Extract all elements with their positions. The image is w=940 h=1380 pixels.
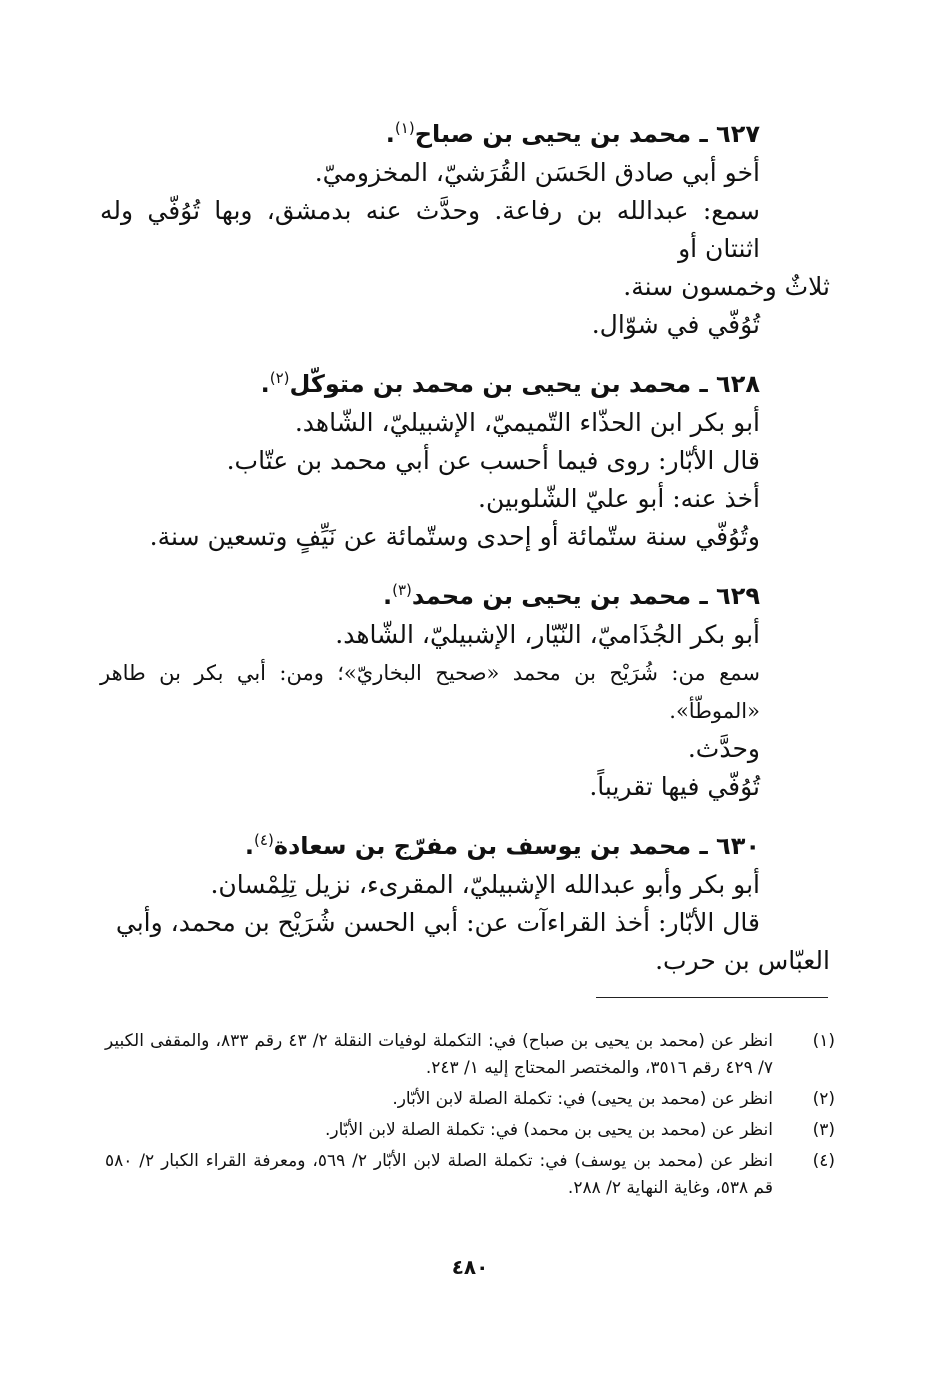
page-number: ٤٨٠ bbox=[451, 1255, 489, 1279]
footnote-text: انظر عن (محمد بن يحيى) في: تكملة الصلة لابن الأبّار. bbox=[392, 1089, 773, 1109]
entry-title: ٦٢٧ ـ محمد بن يحيى بن صباح$^{(١)}$. bbox=[385, 119, 760, 148]
footnote-ref[interactable]: (٢) bbox=[269, 369, 290, 387]
footnote-divider bbox=[596, 997, 828, 998]
entry-line: تُوُفّي فيها تقريباً. bbox=[589, 772, 760, 801]
footnote-ref[interactable]: (١) bbox=[394, 119, 415, 137]
entry-line: قال الأبّار: روى فيما أحسب عن أبي محمد بن عتّاب. bbox=[226, 446, 760, 475]
entry-line: أبو بكر ابن الحذّاء التّميميّ، الإشبيليّ، الشّاهد. bbox=[294, 408, 760, 437]
entry-line: أخذ عنه: أبو عليّ الشّلوبين. bbox=[478, 484, 760, 513]
entry-line: قال الأبّار: أخذ القراءآت عن: أبي الحسن شُرَيْح بن محمد، وأبي bbox=[115, 908, 760, 937]
entry-title-text: ٦٢٧ ـ محمد بن يحيى بن صباح bbox=[414, 120, 760, 148]
entry-line: تُوُفّي في شوّال. bbox=[591, 310, 760, 339]
entry-line: وتُوُفّي سنة ستّمائة أو إحدى وستّمائة عن نَيِّفٍ وتسعين سنة. bbox=[149, 522, 760, 551]
main-text bbox=[100, 108, 830, 994]
entry-line: أبو بكر وأبو عبدالله الإشبيليّ، المقرىء، نزيل تِلِمْسان. bbox=[210, 870, 760, 899]
footnote-ref[interactable]: (٤) bbox=[254, 831, 274, 849]
footnote-ref[interactable]: (٣) bbox=[392, 581, 412, 599]
entry-title-text: ٦٢٩ ـ محمد بن يحيى بن محمد bbox=[411, 582, 760, 610]
entry-line: ثلاثٌ وخمسون سنة. bbox=[623, 272, 830, 301]
entry-title-text: ٦٢٨ ـ محمد بن يحيى بن محمد بن متوكّل bbox=[289, 370, 760, 398]
footnote-text: انظر عن (محمد بن يحيى بن صباح) في: التكملة لوفيات النقلة ٢/ ٤٣ رقم ٨٣٣، والمقفى الكبير ٧/ ٤٢٩ رقم ٣٥١٦، والمختصر المحتاج إليه ١/ ٢٤٣. bbox=[105, 1031, 773, 1078]
entry-title: ٦٢٩ ـ محمد بن يحيى بن محمد$^{(٣)}$. bbox=[382, 581, 760, 610]
entry-line: أبو بكر الجُذَاميّ، النّيّار، الإشبيليّ، الشّاهد. bbox=[335, 620, 760, 649]
footnotes bbox=[105, 1028, 835, 1206]
entry-title: ٦٢٨ ـ محمد بن يحيى بن محمد بن متوكّل$^{(٢)}$. bbox=[260, 369, 760, 398]
footnote-text: انظر عن (محمد بن يحيى بن محمد) في: تكملة الصلة لابن الأبّار. bbox=[325, 1120, 773, 1140]
footnote-number: (١) bbox=[812, 1031, 835, 1051]
footnote bbox=[105, 1086, 835, 1113]
footnote-number: (٣) bbox=[812, 1120, 835, 1140]
entry-title-text: ٦٣٠ ـ محمد بن يوسف بن مفرّج بن سعادة bbox=[273, 832, 760, 860]
entry-title: ٦٣٠ ـ محمد بن يوسف بن مفرّج بن سعادة$^{(٤)}$. bbox=[244, 831, 760, 860]
footnote-number: (٢) bbox=[812, 1089, 835, 1109]
entry-line: سمع: عبدالله بن رفاعة. وحدَّث عنه بدمشق، وبها تُوُفّي وله اثنتان أو bbox=[100, 196, 760, 263]
entry-628 bbox=[100, 358, 830, 556]
footnote bbox=[105, 1148, 835, 1202]
entry-629 bbox=[100, 570, 830, 806]
entry-line: وحدَّث. bbox=[687, 734, 760, 763]
entry-627 bbox=[100, 108, 830, 344]
entry-line: أخو أبي صادق الحَسَن القُرَشيّ، المخزوميّ. bbox=[314, 158, 760, 187]
footnote bbox=[105, 1028, 835, 1082]
entry-line: العبّاس بن حرب. bbox=[655, 946, 830, 975]
footnote-number: (٤) bbox=[812, 1151, 835, 1171]
entry-630 bbox=[100, 820, 830, 980]
footnote bbox=[105, 1117, 835, 1144]
entry-line: سمع من: شُرَيْح بن محمد «صحيح البخاريّ»؛ ومن: أبي بكر بن طاهر «الموطّأ». bbox=[100, 661, 760, 723]
footnote-text: انظر عن (محمد بن يوسف) في: تكملة الصلة لابن الأبّار ٢/ ٥٦٩، ومعرفة القراء الكبار ٢/ ٥٨٠ قم ٥٣٨، وغاية النهاية ٢/ ٢٨٨. bbox=[105, 1151, 773, 1198]
